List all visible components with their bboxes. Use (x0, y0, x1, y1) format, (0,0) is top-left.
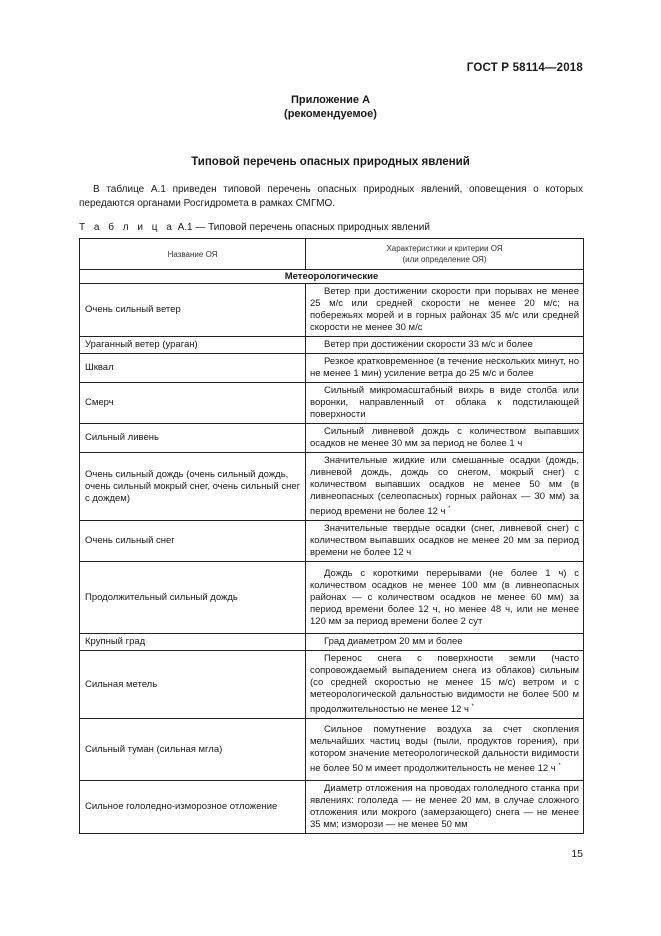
hazard-name: Ураганный ветер (ураган) (80, 337, 306, 354)
table-header-row (80, 239, 584, 270)
hazard-criteria (306, 634, 584, 651)
table-row (80, 383, 584, 424)
hazard-name: Сильный ливень (80, 424, 306, 453)
column-header-criteria (306, 239, 584, 270)
criteria-text: Перенос снега с поверхности земли (часто сопровождаемый выпадением снега из облаков) сильным (со средней скоростью не менее 15 м/с) ветром и с метеорологической дальностью видимости не более 500 м продолжительностью не менее 12 ч (310, 653, 579, 716)
column-header-name: Название ОЯ (80, 239, 306, 270)
criteria-text: Град диаметром 20 мм и более (324, 636, 463, 648)
table-row (80, 562, 584, 634)
hazard-criteria (306, 383, 584, 424)
section-row (80, 270, 584, 284)
hazard-name: Сильное гололедно-изморозное отложение (80, 781, 306, 834)
table-row (80, 634, 584, 651)
hazard-criteria-text (310, 636, 579, 648)
hazard-criteria-text (310, 568, 579, 628)
hazard-name: Очень сильный снег (80, 521, 306, 562)
criteria-text: Ветер при достижении скорости 33 м/с и более (324, 339, 533, 350)
hazard-criteria-text (310, 724, 579, 775)
footnote-marker: * (471, 704, 474, 711)
criteria-text: Резкое кратковременное (в течение нескольких минут, но не менее 1 мин) усиление ветра до 25 м/с и более (310, 356, 579, 379)
hazard-name: Сильная метель (80, 651, 306, 719)
table-caption-text: А.1 — Типовой перечень опасных природных явлений (177, 222, 430, 233)
hazard-criteria-text (310, 356, 579, 380)
criteria-text: Сильный ливневой дождь с количеством выпавших осадков не менее 30 мм за период не более 1 ч (310, 426, 579, 449)
criteria-text: Значительные твердые осадки (снег, ливневой снег) с количеством выпавших осадков не менее 20 мм за период времени не более 12 ч (310, 523, 579, 559)
hazard-criteria (306, 651, 584, 719)
standard-number: ГОСТ Р 58114—2018 (466, 62, 583, 74)
criteria-text: Значительные жидкие или смешанные осадки (дождь, ливневой дождь, дождь со снегом, мокрый снег) с количеством выпавших осадков не менее 50 мм (в ливнеопасных (селеопасных) горных районах — 30 мм) за период времени не более 12 ч (310, 455, 579, 518)
criteria-text: Сильный микромасштабный вихрь в виде столба или воронки, направленный от облака к подстилающей поверхности (310, 385, 579, 420)
hazard-criteria-text (310, 455, 579, 518)
hazard-name: Шквал (80, 354, 306, 383)
hazard-criteria-text (310, 653, 579, 716)
appendix-status: (рекомендуемое) (284, 108, 377, 120)
hazard-name: Продолжительный сильный дождь (80, 562, 306, 634)
table-row (80, 521, 584, 562)
footnote-marker: * (448, 506, 451, 512)
hazard-name: Очень сильный ветер (80, 284, 306, 337)
table-caption (79, 222, 430, 233)
hazard-criteria-text (310, 286, 579, 334)
table-row (80, 453, 584, 521)
hazard-table (79, 238, 584, 834)
hazard-criteria (306, 562, 584, 634)
table-caption-prefix: Т а б л и ц а (79, 222, 175, 233)
section-title: Типовой перечень опасных природных явлений (191, 156, 470, 168)
column-header-criteria-line1: Характеристики и критерии ОЯ (386, 244, 503, 253)
hazard-name: Крупный град (80, 634, 306, 651)
hazard-criteria-text (310, 339, 579, 351)
criteria-text: Ветер при достижении скорости при порывах не менее 25 м/с или средней скорости не менее 20 м/с; на побережьях морей и в горных районах 35 м/с или средней скорости не менее 30 м/с (310, 286, 579, 333)
hazard-criteria (306, 424, 584, 453)
section-label: Метеорологические (80, 270, 584, 284)
hazard-name: Сильный туман (сильная мгла) (80, 719, 306, 781)
hazard-criteria-text (310, 783, 579, 831)
criteria-text: Диаметр отложения на проводах гололедного станка при явлениях: гололеда — не менее 20 мм, в случае сложного отложения или мокрого (замерзающего) снега — не менее 35 мм; изморози — не менее 50 мм (310, 783, 579, 831)
hazard-criteria-text (310, 426, 579, 450)
hazard-name: Очень сильный дождь (очень сильный дождь, очень сильный мокрый снег, очень сильный снег с дождем) (80, 453, 306, 521)
page-number: 15 (571, 848, 583, 860)
hazard-criteria-text (310, 523, 579, 559)
appendix-heading (0, 93, 661, 121)
table-row (80, 424, 584, 453)
criteria-text: Сильное помутнение воздуха за счет скопления мельчайших частиц воды (пыли, продуктов горения), при котором значение метеорологической дальности видимости не более 50 м имеет продолжительность не менее 12 ч (310, 724, 579, 775)
hazard-criteria (306, 453, 584, 521)
hazard-criteria (306, 719, 584, 781)
table-row (80, 651, 584, 719)
column-header-criteria-line2: (или определение ОЯ) (402, 255, 487, 264)
hazard-criteria (306, 337, 584, 354)
hazard-criteria-text (310, 385, 579, 421)
hazard-criteria (306, 521, 584, 562)
intro-paragraph: В таблице А.1 приведен типовой перечень опасных природных явлений, оповещения о которых передаются органами Росгидромета в рамках СМГМО. (79, 184, 583, 209)
table-row (80, 337, 584, 354)
table-row (80, 354, 584, 383)
hazard-name: Смерч (80, 383, 306, 424)
hazard-criteria (306, 284, 584, 337)
appendix-title: Приложение А (290, 94, 371, 106)
table-row (80, 284, 584, 337)
hazard-criteria (306, 781, 584, 834)
table-row (80, 719, 584, 781)
hazard-criteria (306, 354, 584, 383)
footnote-marker: * (558, 763, 561, 770)
criteria-text: Дождь с короткими перерывами (не более 1 ч) с количеством осадков не менее 100 мм (в ливнеопасных районах — с количеством осадков не менее 60 мм) за период времени более 12 ч, но менее 48 ч, или не менее 120 мм за период времени более 2 сут (310, 567, 579, 627)
table-row (80, 781, 584, 834)
